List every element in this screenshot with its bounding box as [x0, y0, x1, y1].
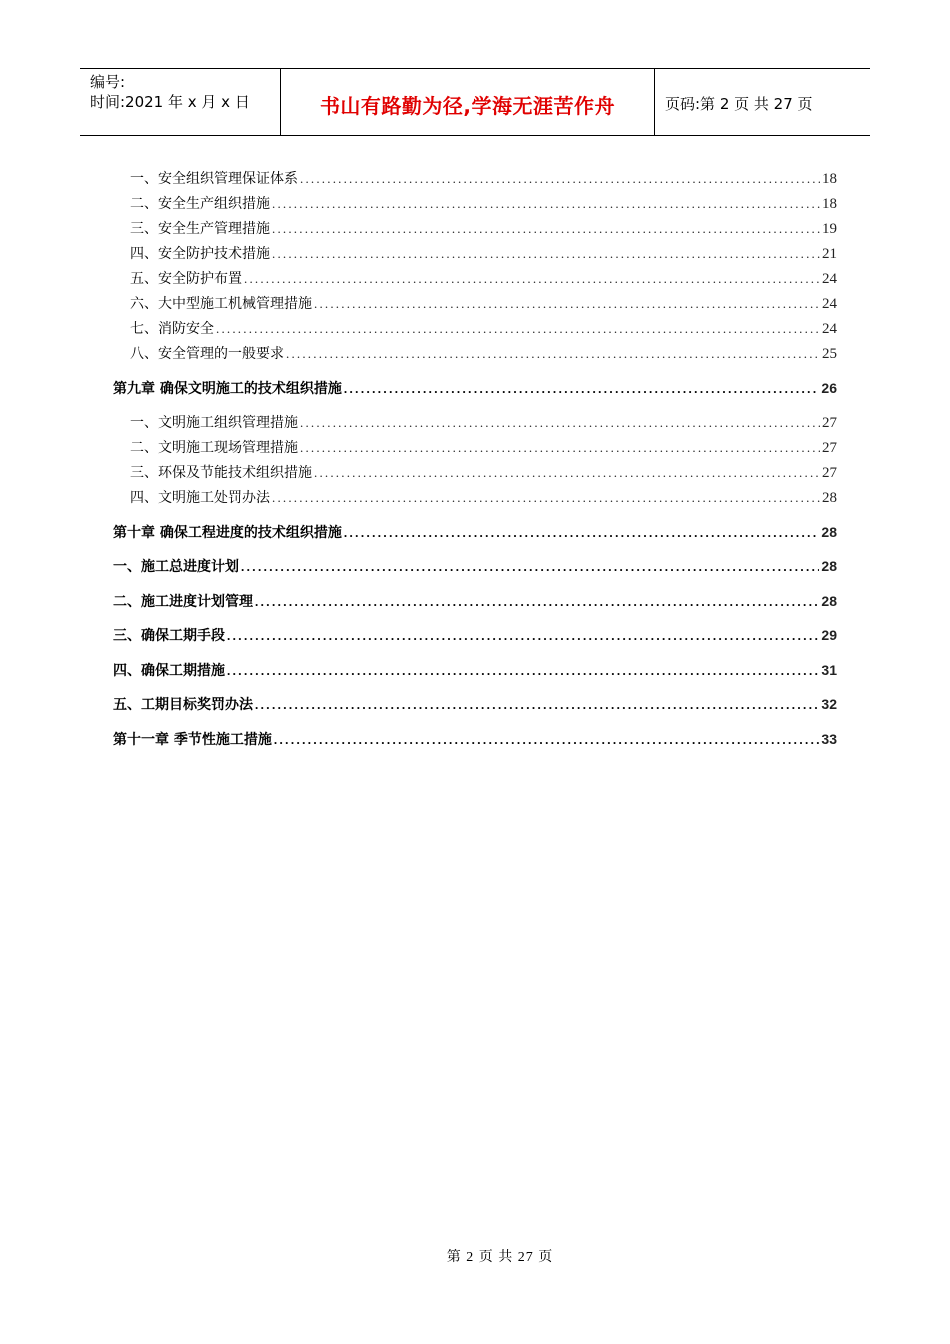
toc-entry-page: 24 [822, 271, 837, 287]
toc-entry-page: 24 [822, 296, 837, 312]
toc-leader-dots [274, 732, 820, 748]
toc-leader-dots [255, 594, 819, 610]
date-label: 时间:2021 年 x 月 x 日 [90, 93, 250, 111]
toc-entry-page: 32 [821, 696, 837, 712]
toc-entry-page: 33 [821, 731, 837, 747]
toc-entry-title: 五、工期目标奖罚办法 [113, 697, 253, 713]
toc-leader-dots [300, 415, 820, 431]
toc-entry-title: 五、安全防护布置 [130, 271, 242, 287]
toc-entry-page: 28 [821, 524, 837, 540]
toc-leader-dots [272, 246, 820, 262]
toc-entry-title: 四、安全防护技术措施 [130, 246, 270, 262]
toc-section-entry[interactable] [113, 556, 837, 580]
toc-leader-dots [227, 663, 819, 679]
toc-leader-dots [300, 440, 820, 456]
toc-entry-title: 四、确保工期措施 [113, 663, 225, 679]
header-motto: 书山有路勤为径,学海无涯苦作舟 [281, 69, 655, 135]
toc-entry-title: 七、消防安全 [130, 321, 214, 337]
toc-entry-page: 29 [821, 627, 837, 643]
toc-entry-page: 28 [821, 593, 837, 609]
toc-entry-page: 21 [822, 246, 837, 262]
toc-section-entry[interactable] [113, 591, 837, 615]
toc-entry-page: 27 [822, 415, 837, 431]
toc-leader-dots [314, 465, 820, 481]
toc-entry-title: 第十一章 季节性施工措施 [113, 732, 272, 748]
toc-entry-title: 二、施工进度计划管理 [113, 594, 253, 610]
toc-entry-page: 24 [822, 321, 837, 337]
toc-entry[interactable] [113, 437, 837, 461]
toc-entry[interactable] [113, 462, 837, 486]
toc-chapter-entry[interactable] [113, 729, 837, 753]
toc-entry[interactable] [113, 168, 837, 192]
toc-entry[interactable] [113, 487, 837, 511]
toc-leader-dots [272, 221, 820, 237]
toc-entry-page: 26 [821, 380, 837, 396]
toc-entry-title: 三、安全生产管理措施 [130, 221, 270, 237]
toc-entry-page: 28 [822, 490, 837, 506]
toc-leader-dots [227, 628, 819, 644]
toc-entry[interactable] [113, 268, 837, 292]
header-meta [80, 69, 281, 135]
toc-entry[interactable] [113, 218, 837, 242]
toc-section-entry[interactable] [113, 625, 837, 649]
toc-leader-dots [255, 697, 819, 713]
toc-section-entry[interactable] [113, 694, 837, 718]
toc-entry-title: 第九章 确保文明施工的技术组织措施 [113, 381, 342, 397]
toc-entry-page: 27 [822, 440, 837, 456]
toc-entry[interactable] [113, 412, 837, 436]
toc-entry-page: 18 [822, 196, 837, 212]
toc-leader-dots [344, 525, 820, 541]
toc-entry-title: 六、大中型施工机械管理措施 [130, 296, 312, 312]
toc-chapter-entry[interactable] [113, 378, 837, 402]
serial-number-label: 编号: [90, 73, 126, 91]
page-header [80, 68, 870, 136]
toc-entry-page: 19 [822, 221, 837, 237]
toc-entry-page: 18 [822, 171, 837, 187]
toc-leader-dots [272, 490, 820, 506]
toc-leader-dots [314, 296, 820, 312]
toc-entry-page: 25 [822, 346, 837, 362]
toc-entry-title: 三、环保及节能技术组织措施 [130, 465, 312, 481]
toc-leader-dots [300, 171, 820, 187]
page-footer: 第 2 页 共 27 页 [446, 1250, 554, 1265]
toc-entry-page: 31 [821, 662, 837, 678]
toc-entry[interactable] [113, 318, 837, 342]
toc-entry-title: 一、安全组织管理保证体系 [130, 171, 298, 187]
toc-entry-title: 一、文明施工组织管理措施 [130, 415, 298, 431]
toc-entry-title: 二、安全生产组织措施 [130, 196, 270, 212]
toc-entry-title: 四、文明施工处罚办法 [130, 490, 270, 506]
toc-leader-dots [216, 321, 820, 337]
toc-chapter-entry[interactable] [113, 522, 837, 546]
header-page-info: 页码:第 2 页 共 27 页 [665, 94, 813, 113]
toc-entry[interactable] [113, 343, 837, 367]
toc-leader-dots [241, 559, 819, 575]
toc-entry-title: 八、安全管理的一般要求 [130, 346, 284, 362]
toc-section-entry[interactable] [113, 660, 837, 684]
toc-leader-dots [344, 381, 820, 397]
toc-entry[interactable] [113, 243, 837, 267]
toc-entry[interactable] [113, 193, 837, 217]
toc-entry-title: 一、施工总进度计划 [113, 559, 239, 575]
toc-entry-page: 27 [822, 465, 837, 481]
toc-entry-page: 28 [821, 558, 837, 574]
toc-leader-dots [272, 196, 820, 212]
toc-leader-dots [244, 271, 820, 287]
toc-entry[interactable] [113, 293, 837, 317]
toc-entry-title: 第十章 确保工程进度的技术组织措施 [113, 525, 342, 541]
toc-entry-title: 三、确保工期手段 [113, 628, 225, 644]
toc-entry-title: 二、文明施工现场管理措施 [130, 440, 298, 456]
toc-leader-dots [286, 346, 820, 362]
